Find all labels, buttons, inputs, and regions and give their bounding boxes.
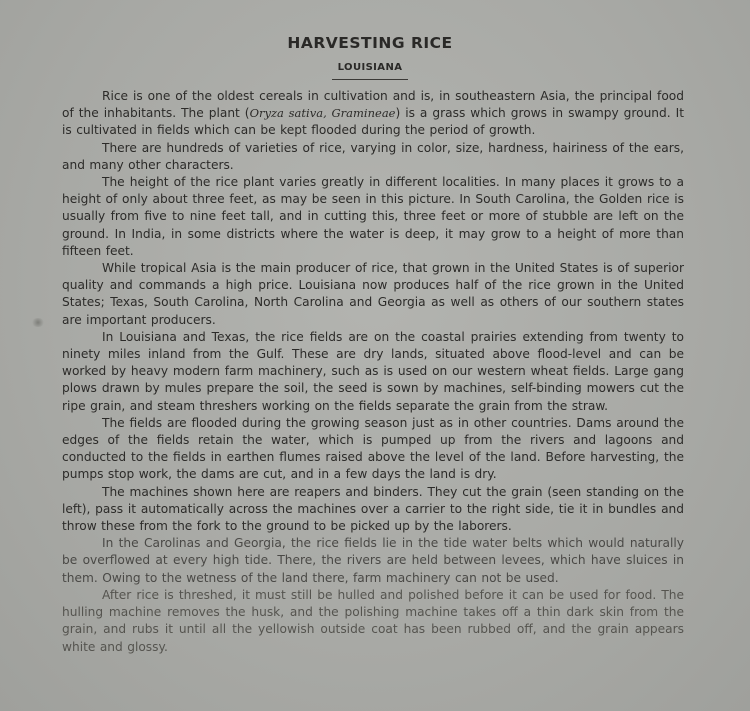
paragraph: There are hundreds of varieties of rice, varying in color, size, hardness, hairiness of the ears, and many other characters. [62, 140, 684, 172]
paragraph-text: Rice is one of the oldest cereals in cultivation and is, in southeastern Asia, the principal food of the inhabitants. The plant ( [62, 89, 684, 121]
paragraph: In Louisiana and Texas, the rice fields are on the coastal prairies extending from twenty to ninety miles inland from the Gulf. These are dry lands, situated above flood-level and can be worked by heavy modern farm machinery, such as is used on our western wheat fields. Large gang plows drawn by mules prepare the soil, the seed is sown by machines, self-binding mowers cut the ripe grain, and steam threshers working on the fields separate the grain from the straw. [62, 329, 684, 413]
paragraph: The machines shown here are reapers and binders. They cut the grain (seen standing on the left), pass it automatically across the machines over a carrier to the right side, tie it in bundles and throw these from the fork to the ground to be picked up by the laborers. [62, 484, 684, 534]
paragraph [62, 88, 684, 140]
title-divider [332, 79, 408, 80]
paragraph: While tropical Asia is the main producer of rice, that grown in the United States is of superior quality and commands a high price. Louisiana now produces half of the rice grown in the United States; Texas, South Carolina, North Carolina and Georgia as well as others of our southern states are important producers. [62, 261, 684, 327]
paragraph: In the Carolinas and Georgia, the rice fields lie in the tide water belts which would naturally be overflowed at every high tide. There, the rivers are held between levees, which have sluices in them. Owing to the wetness of the land there, farm machinery can not be used. [62, 536, 684, 585]
page-title: HARVESTING RICE [287, 34, 453, 52]
paragraph: The height of the rice plant varies greatly in different localities. In many places it grows to a height of only about three feet, as may be seen in this picture. In South Carolina, the Golden rice is usually from five to nine feet tall, and in cutting this, three feet or more of stubble are left on the ground. In India, in some districts where the water is deep, it may grow to a height of more than fifteen feet. [62, 175, 684, 258]
article-body [62, 88, 684, 656]
ink-smudge [31, 318, 45, 327]
paragraph-text: ) is a grass which grows in swampy ground. It is cultivated in fields which can be kept flooded during the period of growth. [62, 106, 684, 138]
paragraph: The fields are flooded during the growing season just as in other countries. Dams around the edges of the fields retain the water, which is pumped up from the rivers and lagoons and conducted to the fields in earthen flumes raised above the level of the land. Before harvesting, the pumps stop work, the dams are cut, and in a few days the land is dry. [62, 415, 684, 482]
scientific-name: Oryza sativa, Gramineae [249, 106, 396, 121]
page-subtitle: LOUISIANA [337, 62, 403, 73]
paragraph: After rice is threshed, it must still be hulled and polished before it can be used for food. The hulling machine removes the husk, and the polishing machine takes off a thin dark skin from the grain, and rubs it until all the yellowish outside coat has been rubbed off, and the grain appears white and glossy. [62, 587, 684, 654]
